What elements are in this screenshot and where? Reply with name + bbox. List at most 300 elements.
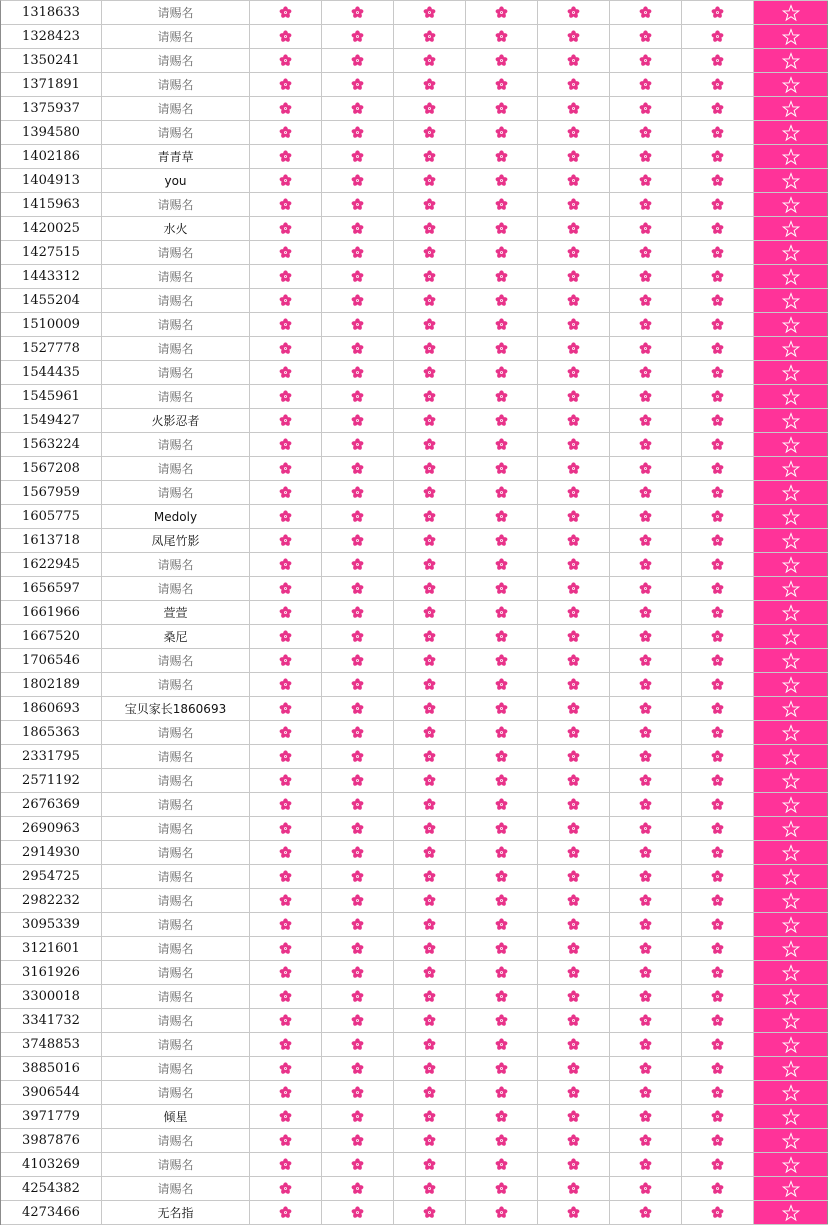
table-row: [1, 553, 828, 577]
member-id: 1605775: [1, 505, 102, 528]
table-row: [1, 145, 828, 169]
flower-icon: [682, 145, 754, 168]
member-name: 请赐名: [102, 1129, 250, 1152]
flower-icon: [250, 937, 322, 960]
flower-icon: [610, 985, 682, 1008]
flower-icon: [466, 313, 538, 336]
member-id: 3161926: [1, 961, 102, 984]
flower-icon: [394, 1105, 466, 1128]
flower-icon: [682, 265, 754, 288]
member-name: Medoly: [102, 505, 250, 528]
flower-icon: [394, 817, 466, 840]
member-name: 请赐名: [102, 769, 250, 792]
star-outline-icon[interactable]: [754, 73, 828, 96]
flower-icon: [394, 937, 466, 960]
star-outline-icon[interactable]: [754, 553, 828, 576]
member-name: 请赐名: [102, 745, 250, 768]
flower-icon: [466, 625, 538, 648]
member-name: 请赐名: [102, 889, 250, 912]
member-id: 2690963: [1, 817, 102, 840]
member-id: 1567208: [1, 457, 102, 480]
star-outline-icon[interactable]: [754, 985, 828, 1008]
flower-icon: [538, 697, 610, 720]
flower-icon: [466, 25, 538, 48]
member-id: 1394580: [1, 121, 102, 144]
table-row: [1, 193, 828, 217]
flower-icon: [610, 409, 682, 432]
flower-icon: [322, 841, 394, 864]
flower-icon: [466, 841, 538, 864]
flower-icon: [394, 841, 466, 864]
flower-icon: [394, 673, 466, 696]
member-id: 4273466: [1, 1201, 102, 1224]
star-outline-icon[interactable]: [754, 745, 828, 768]
star-outline-icon[interactable]: [754, 217, 828, 240]
member-name: 请赐名: [102, 817, 250, 840]
flower-icon: [322, 1153, 394, 1176]
flower-icon: [466, 793, 538, 816]
member-name: 萱萱: [102, 601, 250, 624]
star-outline-icon[interactable]: [754, 145, 828, 168]
flower-icon: [682, 361, 754, 384]
star-outline-icon[interactable]: [754, 721, 828, 744]
member-id: 1860693: [1, 697, 102, 720]
member-name: 请赐名: [102, 337, 250, 360]
flower-icon: [682, 961, 754, 984]
member-id: 3971779: [1, 1105, 102, 1128]
flower-icon: [394, 289, 466, 312]
star-outline-icon[interactable]: [754, 889, 828, 912]
star-outline-icon[interactable]: [754, 313, 828, 336]
flower-icon: [466, 1, 538, 24]
star-outline-icon[interactable]: [754, 1033, 828, 1056]
member-name: 请赐名: [102, 985, 250, 1008]
star-outline-icon[interactable]: [754, 673, 828, 696]
flower-icon: [250, 25, 322, 48]
flower-icon: [394, 97, 466, 120]
flower-icon: [538, 385, 610, 408]
star-outline-icon[interactable]: [754, 1129, 828, 1152]
flower-icon: [610, 457, 682, 480]
flower-icon: [538, 49, 610, 72]
member-id: 1667520: [1, 625, 102, 648]
flower-icon: [610, 1057, 682, 1080]
flower-icon: [538, 769, 610, 792]
flower-icon: [394, 961, 466, 984]
flower-icon: [322, 649, 394, 672]
flower-icon: [610, 169, 682, 192]
member-id: 1318633: [1, 1, 102, 24]
flower-icon: [610, 385, 682, 408]
flower-icon: [250, 1033, 322, 1056]
flower-icon: [682, 769, 754, 792]
flower-icon: [610, 577, 682, 600]
flower-icon: [322, 793, 394, 816]
table-row: [1, 121, 828, 145]
member-id: 1706546: [1, 649, 102, 672]
flower-icon: [610, 601, 682, 624]
member-id: 1545961: [1, 385, 102, 408]
flower-icon: [394, 313, 466, 336]
flower-icon: [394, 481, 466, 504]
flower-icon: [394, 409, 466, 432]
flower-icon: [610, 553, 682, 576]
flower-icon: [394, 769, 466, 792]
flower-icon: [466, 865, 538, 888]
flower-icon: [610, 49, 682, 72]
flower-icon: [682, 337, 754, 360]
flower-icon: [466, 937, 538, 960]
flower-icon: [250, 553, 322, 576]
table-row: [1, 1201, 828, 1225]
flower-icon: [322, 505, 394, 528]
flower-icon: [250, 1129, 322, 1152]
flower-icon: [394, 505, 466, 528]
member-name: 请赐名: [102, 865, 250, 888]
flower-icon: [322, 553, 394, 576]
flower-icon: [250, 889, 322, 912]
flower-icon: [466, 1033, 538, 1056]
flower-icon: [466, 169, 538, 192]
star-outline-icon[interactable]: [754, 481, 828, 504]
flower-icon: [538, 289, 610, 312]
flower-icon: [394, 169, 466, 192]
star-outline-icon[interactable]: [754, 1057, 828, 1080]
star-outline-icon[interactable]: [754, 121, 828, 144]
flower-icon: [394, 433, 466, 456]
flower-icon: [610, 697, 682, 720]
flower-icon: [538, 793, 610, 816]
flower-icon: [322, 1033, 394, 1056]
flower-icon: [610, 97, 682, 120]
flower-icon: [250, 169, 322, 192]
flower-icon: [250, 721, 322, 744]
star-outline-icon[interactable]: [754, 913, 828, 936]
flower-icon: [682, 1201, 754, 1224]
flower-icon: [322, 1129, 394, 1152]
member-name: 请赐名: [102, 193, 250, 216]
flower-icon: [394, 1033, 466, 1056]
flower-icon: [322, 337, 394, 360]
flower-icon: [682, 1153, 754, 1176]
flower-icon: [682, 577, 754, 600]
flower-icon: [538, 481, 610, 504]
flower-icon: [250, 337, 322, 360]
member-name: 请赐名: [102, 265, 250, 288]
star-outline-icon[interactable]: [754, 505, 828, 528]
member-name: 请赐名: [102, 313, 250, 336]
flower-icon: [250, 769, 322, 792]
table-row: [1, 649, 828, 673]
member-name: 桑尼: [102, 625, 250, 648]
flower-icon: [250, 1201, 322, 1224]
flower-icon: [466, 889, 538, 912]
member-id: 3906544: [1, 1081, 102, 1104]
member-name: 请赐名: [102, 913, 250, 936]
star-outline-icon[interactable]: [754, 529, 828, 552]
table-row: [1, 577, 828, 601]
flower-icon: [538, 625, 610, 648]
flower-icon: [250, 145, 322, 168]
flower-icon: [322, 889, 394, 912]
member-id: 1802189: [1, 673, 102, 696]
flower-icon: [610, 673, 682, 696]
star-outline-icon[interactable]: [754, 1, 828, 24]
member-id: 1656597: [1, 577, 102, 600]
flower-icon: [610, 313, 682, 336]
member-name: 请赐名: [102, 1177, 250, 1200]
table-row: [1, 841, 828, 865]
table-row: [1, 1009, 828, 1033]
flower-icon: [538, 1081, 610, 1104]
star-outline-icon[interactable]: [754, 1201, 828, 1224]
flower-icon: [322, 1009, 394, 1032]
table-row: [1, 1033, 828, 1057]
flower-icon: [322, 1201, 394, 1224]
member-name: 请赐名: [102, 49, 250, 72]
star-outline-icon[interactable]: [754, 1153, 828, 1176]
star-outline-icon[interactable]: [754, 97, 828, 120]
member-id: 2954725: [1, 865, 102, 888]
table-row: [1, 385, 828, 409]
flower-icon: [250, 913, 322, 936]
flower-icon: [610, 1009, 682, 1032]
star-outline-icon[interactable]: [754, 1177, 828, 1200]
flower-icon: [610, 145, 682, 168]
flower-icon: [250, 409, 322, 432]
member-id: 1510009: [1, 313, 102, 336]
table-row: [1, 793, 828, 817]
star-outline-icon[interactable]: [754, 1081, 828, 1104]
flower-icon: [250, 481, 322, 504]
flower-icon: [250, 649, 322, 672]
flower-icon: [322, 1105, 394, 1128]
flower-icon: [466, 457, 538, 480]
flower-icon: [322, 217, 394, 240]
table-row: [1, 745, 828, 769]
flower-icon: [466, 577, 538, 600]
flower-icon: [250, 961, 322, 984]
flower-icon: [682, 385, 754, 408]
flower-icon: [322, 577, 394, 600]
star-outline-icon[interactable]: [754, 577, 828, 600]
member-name: 请赐名: [102, 1, 250, 24]
table-row: [1, 313, 828, 337]
flower-icon: [538, 193, 610, 216]
star-outline-icon[interactable]: [754, 817, 828, 840]
flower-icon: [322, 745, 394, 768]
star-outline-icon[interactable]: [754, 841, 828, 864]
flower-icon: [250, 601, 322, 624]
member-name: 无名指: [102, 1201, 250, 1224]
flower-icon: [682, 601, 754, 624]
member-name: 请赐名: [102, 385, 250, 408]
flower-icon: [466, 649, 538, 672]
star-outline-icon[interactable]: [754, 1105, 828, 1128]
flower-icon: [466, 265, 538, 288]
member-id: 1427515: [1, 241, 102, 264]
flower-icon: [682, 1081, 754, 1104]
flower-icon: [538, 937, 610, 960]
flower-icon: [538, 961, 610, 984]
flower-icon: [250, 217, 322, 240]
star-outline-icon[interactable]: [754, 601, 828, 624]
flower-icon: [250, 97, 322, 120]
flower-icon: [466, 1105, 538, 1128]
flower-icon: [682, 313, 754, 336]
star-outline-icon[interactable]: [754, 385, 828, 408]
flower-icon: [394, 913, 466, 936]
member-name: 请赐名: [102, 241, 250, 264]
flower-icon: [322, 817, 394, 840]
member-name: 火影忍者: [102, 409, 250, 432]
table-row: [1, 49, 828, 73]
flower-icon: [610, 841, 682, 864]
flower-icon: [250, 1081, 322, 1104]
flower-icon: [466, 289, 538, 312]
flower-icon: [322, 721, 394, 744]
flower-icon: [538, 145, 610, 168]
star-outline-icon[interactable]: [754, 433, 828, 456]
star-outline-icon[interactable]: [754, 961, 828, 984]
flower-icon: [322, 289, 394, 312]
flower-icon: [394, 121, 466, 144]
flower-icon: [322, 1081, 394, 1104]
star-outline-icon[interactable]: [754, 1009, 828, 1032]
flower-icon: [394, 697, 466, 720]
flower-icon: [394, 1153, 466, 1176]
flower-icon: [322, 241, 394, 264]
table-row: [1, 481, 828, 505]
flower-icon: [610, 289, 682, 312]
flower-icon: [466, 961, 538, 984]
table-row: [1, 289, 828, 313]
star-outline-icon[interactable]: [754, 169, 828, 192]
star-outline-icon[interactable]: [754, 337, 828, 360]
table-row: [1, 673, 828, 697]
star-outline-icon[interactable]: [754, 649, 828, 672]
flower-icon: [610, 1201, 682, 1224]
flower-icon: [682, 529, 754, 552]
flower-icon: [682, 841, 754, 864]
flower-icon: [610, 433, 682, 456]
member-id: 1350241: [1, 49, 102, 72]
flower-icon: [250, 793, 322, 816]
flower-icon: [250, 1057, 322, 1080]
star-outline-icon[interactable]: [754, 697, 828, 720]
member-name: 请赐名: [102, 457, 250, 480]
flower-icon: [538, 1009, 610, 1032]
star-outline-icon[interactable]: [754, 265, 828, 288]
table-row: [1, 97, 828, 121]
member-id: 2571192: [1, 769, 102, 792]
flower-icon: [610, 913, 682, 936]
flower-icon: [610, 505, 682, 528]
star-outline-icon[interactable]: [754, 49, 828, 72]
member-name: 请赐名: [102, 673, 250, 696]
flower-icon: [682, 913, 754, 936]
flower-icon: [466, 49, 538, 72]
star-outline-icon[interactable]: [754, 625, 828, 648]
flower-icon: [322, 697, 394, 720]
flower-icon: [250, 193, 322, 216]
flower-icon: [250, 73, 322, 96]
star-outline-icon[interactable]: [754, 865, 828, 888]
flower-icon: [610, 529, 682, 552]
flower-icon: [466, 433, 538, 456]
flower-icon: [538, 457, 610, 480]
table-row: [1, 1081, 828, 1105]
star-outline-icon[interactable]: [754, 769, 828, 792]
flower-icon: [466, 529, 538, 552]
member-name: 请赐名: [102, 1033, 250, 1056]
table-row: [1, 73, 828, 97]
flower-icon: [610, 265, 682, 288]
flower-icon: [394, 793, 466, 816]
flower-icon: [394, 553, 466, 576]
star-outline-icon[interactable]: [754, 241, 828, 264]
flower-icon: [538, 841, 610, 864]
table-row: [1, 25, 828, 49]
table-row: [1, 985, 828, 1009]
flower-icon: [394, 1201, 466, 1224]
table-row: [1, 1177, 828, 1201]
flower-icon: [250, 1105, 322, 1128]
member-id: 1613718: [1, 529, 102, 552]
star-outline-icon[interactable]: [754, 409, 828, 432]
star-outline-icon[interactable]: [754, 457, 828, 480]
table-row: [1, 457, 828, 481]
member-id: 1567959: [1, 481, 102, 504]
flower-icon: [538, 889, 610, 912]
member-name: 水火: [102, 217, 250, 240]
flower-icon: [682, 985, 754, 1008]
table-row: [1, 913, 828, 937]
star-outline-icon[interactable]: [754, 25, 828, 48]
flower-icon: [250, 1009, 322, 1032]
flower-icon: [250, 241, 322, 264]
flower-icon: [682, 121, 754, 144]
flower-icon: [538, 985, 610, 1008]
member-name: 请赐名: [102, 121, 250, 144]
flower-icon: [394, 745, 466, 768]
flower-icon: [682, 97, 754, 120]
flower-icon: [250, 817, 322, 840]
flower-icon: [250, 529, 322, 552]
flower-icon: [322, 169, 394, 192]
star-outline-icon[interactable]: [754, 793, 828, 816]
star-outline-icon[interactable]: [754, 937, 828, 960]
table-row: [1, 505, 828, 529]
flower-icon: [322, 145, 394, 168]
member-name: 请赐名: [102, 1057, 250, 1080]
flower-icon: [682, 865, 754, 888]
flower-icon: [682, 457, 754, 480]
flower-icon: [322, 1177, 394, 1200]
flower-icon: [682, 553, 754, 576]
flower-icon: [682, 1105, 754, 1128]
member-id: 3885016: [1, 1057, 102, 1080]
flower-icon: [538, 1033, 610, 1056]
flower-icon: [538, 121, 610, 144]
star-outline-icon[interactable]: [754, 361, 828, 384]
flower-icon: [682, 505, 754, 528]
flower-icon: [538, 505, 610, 528]
flower-icon: [682, 169, 754, 192]
flower-icon: [466, 721, 538, 744]
star-outline-icon[interactable]: [754, 193, 828, 216]
star-outline-icon[interactable]: [754, 289, 828, 312]
